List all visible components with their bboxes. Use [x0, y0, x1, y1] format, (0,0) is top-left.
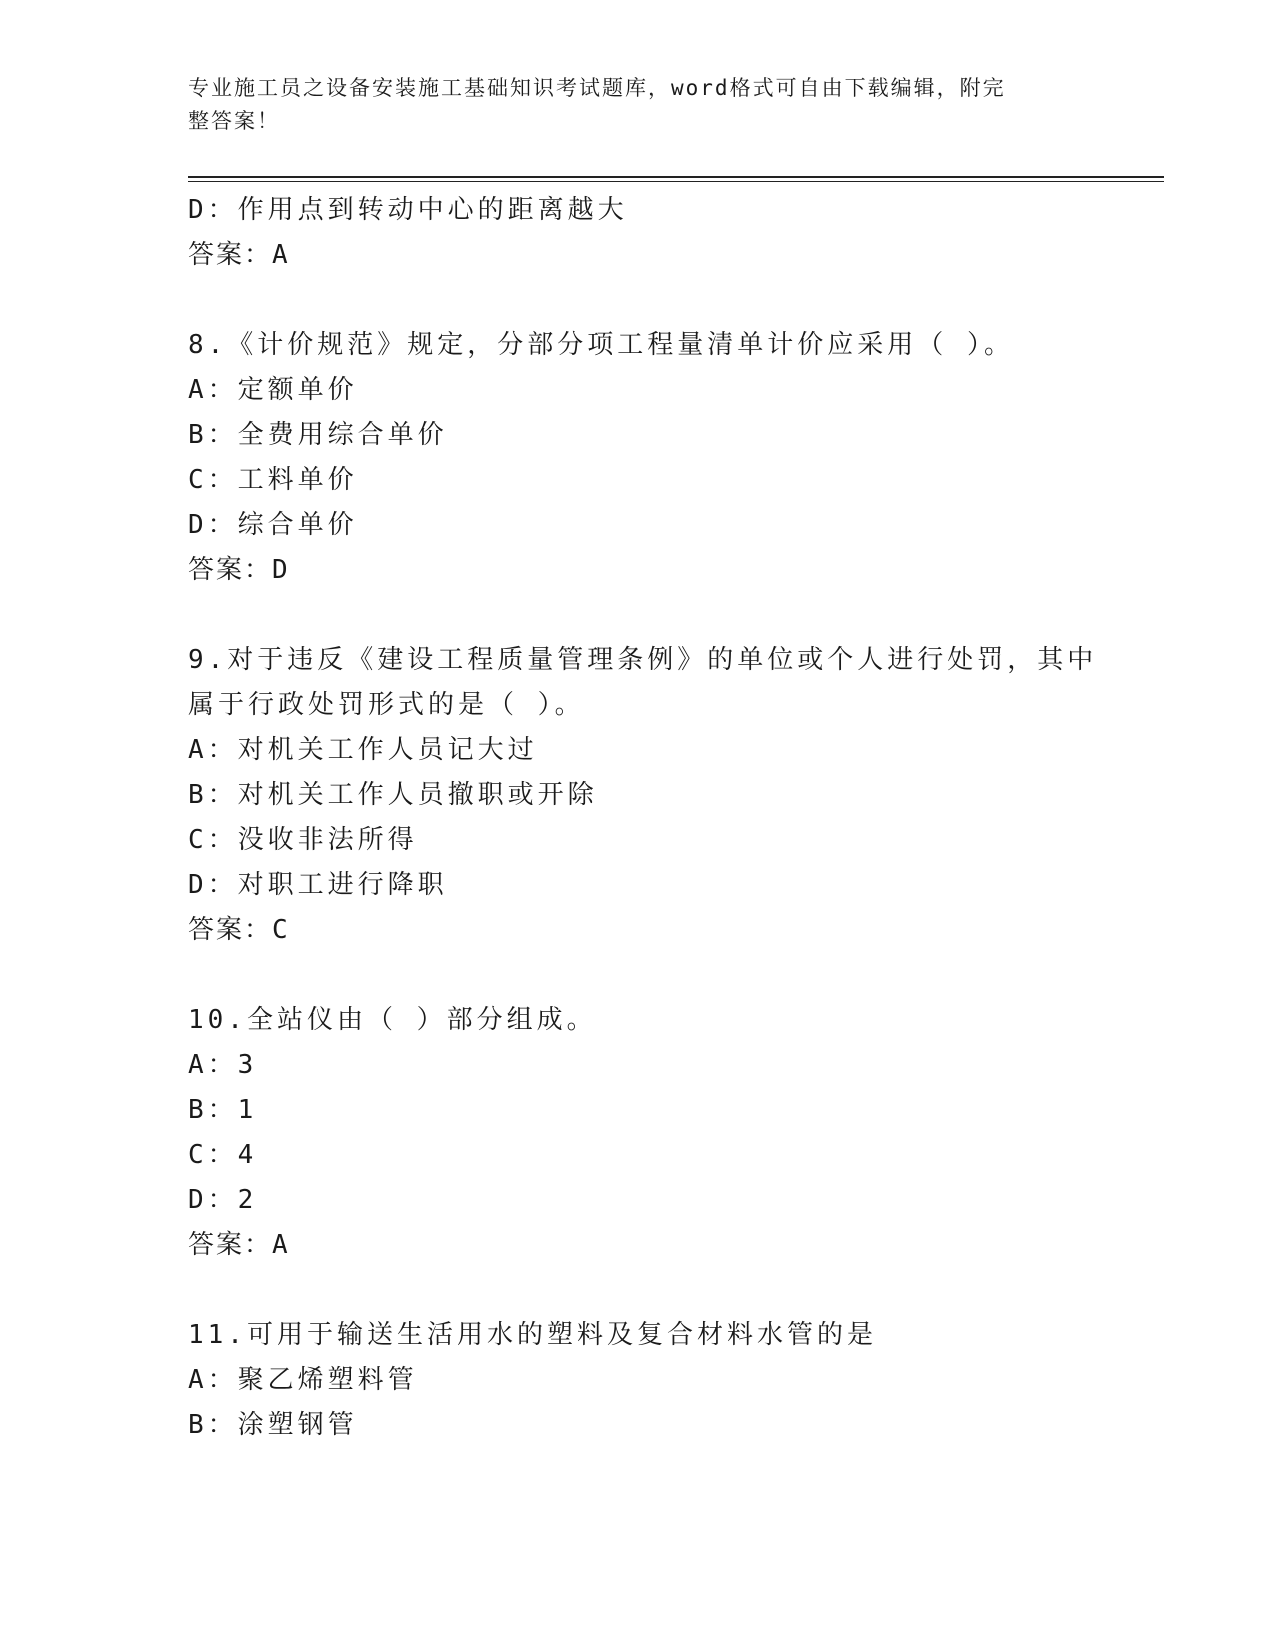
q8-option-b: B：全费用综合单价 — [188, 420, 448, 450]
q8-option-c: C：工料单价 — [188, 465, 358, 495]
q9-option-c: C：没收非法所得 — [188, 825, 418, 855]
q10-option-a: A：3 — [188, 1050, 258, 1080]
q9-option-a: A：对机关工作人员记大过 — [188, 735, 538, 765]
header-line-2: 整答案！ — [188, 109, 280, 133]
q11-option-a: A：聚乙烯塑料管 — [188, 1365, 418, 1395]
q8-stem: 8.《计价规范》规定，分部分项工程量清单计价应采用（ ）。 — [188, 330, 1014, 360]
q9-stem-line-2: 属于行政处罚形式的是（ ）。 — [188, 690, 585, 720]
q9-option-b: B：对机关工作人员撤职或开除 — [188, 780, 598, 810]
header-line-1: 专业施工员之设备安装施工基础知识考试题库，word格式可自由下载编辑，附完 — [188, 76, 1006, 100]
q10-answer: 答案：A — [188, 1230, 290, 1260]
q8-option-a: A：定额单价 — [188, 375, 358, 405]
q10-stem: 10.全站仪由（ ）部分组成。 — [188, 1005, 597, 1035]
q10-option-d: D：2 — [188, 1185, 258, 1215]
q9-answer: 答案：C — [188, 915, 290, 945]
q10-option-b: B：1 — [188, 1095, 258, 1125]
q8-answer: 答案：D — [188, 555, 290, 585]
header-divider-thick — [188, 176, 1164, 178]
header-divider-thin — [188, 181, 1164, 182]
q9-option-d: D：对职工进行降职 — [188, 870, 448, 900]
q8-option-d: D：综合单价 — [188, 510, 358, 540]
q9-stem-line-1: 9.对于违反《建设工程质量管理条例》的单位或个人进行处罚，其中 — [188, 645, 1098, 675]
q10-option-c: C：4 — [188, 1140, 258, 1170]
q11-stem: 11.可用于输送生活用水的塑料及复合材料水管的是 — [188, 1320, 877, 1350]
q7-answer: 答案：A — [188, 240, 290, 270]
q11-option-b: B：涂塑钢管 — [188, 1410, 358, 1440]
document-header — [188, 72, 1068, 138]
q7-option-d: D：作用点到转动中心的距离越大 — [188, 195, 628, 225]
